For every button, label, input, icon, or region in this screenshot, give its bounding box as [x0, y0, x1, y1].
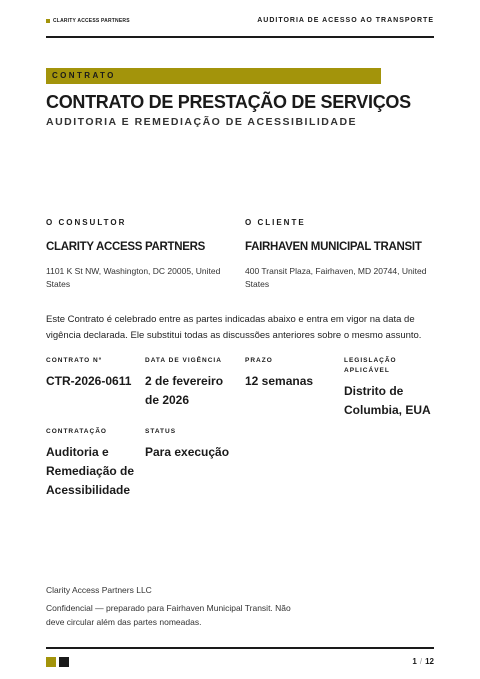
engagement-field	[46, 427, 138, 500]
status-field	[145, 427, 237, 462]
client-address: 400 Transit Plaza, Fairhaven, MD 20744, United States	[245, 266, 427, 289]
contract-number-field	[46, 356, 138, 391]
brand-name: CLARITY ACCESS PARTNERS	[53, 18, 130, 24]
brand-logo-icon	[46, 19, 50, 23]
document-header-label: AUDITORIA DE ACESSO AO TRANSPORTE	[257, 17, 434, 24]
olive-square-icon	[46, 657, 56, 667]
consultant-address: 1101 K St NW, Washington, DC 20005, United States	[46, 266, 221, 289]
consultant-role: O CONSULTOR	[46, 218, 127, 227]
status-label: STATUS	[145, 428, 177, 435]
governing-law-value: Distrito de Columbia, EUA	[344, 384, 431, 417]
document-title: CONTRATO DE PRESTAÇÃO DE SERVIÇOS	[46, 92, 411, 112]
contract-number-label: CONTRATO Nº	[46, 357, 103, 364]
effective-date-label: DATA DE VIGÊNCIA	[145, 357, 222, 364]
engagement-label: CONTRATAÇÃO	[46, 428, 107, 435]
page-separator: /	[419, 657, 423, 666]
intro-paragraph: Este Contrato é celebrado entre as partes indicadas abaixo e entra em vigor na data de vigência declarada. Ele substitui todas as discussões anteriores sobre o mesmo assunto.	[46, 314, 422, 341]
current-page: 1	[412, 657, 417, 666]
contract-number-value: CTR-2026-0611	[46, 374, 132, 388]
client-role: O CLIENTE	[245, 218, 306, 227]
document-subtitle: AUDITORIA E REMEDIAÇÃO DE ACESSIBILIDADE	[46, 116, 358, 128]
term-label: PRAZO	[245, 357, 273, 364]
consultant-party	[46, 218, 236, 291]
status-value: Para execução	[145, 445, 230, 459]
term-value: 12 semanas	[245, 374, 314, 388]
effective-date-value: 2 de fevereiro de 2026	[145, 374, 224, 407]
governing-law-label: LEGISLAÇÃO APLICÁVEL	[344, 357, 397, 374]
term-field	[245, 356, 337, 391]
footer-divider	[46, 647, 434, 649]
client-party	[245, 218, 435, 291]
section-banner-label: CONTRATO	[52, 71, 116, 80]
page-header	[46, 14, 434, 38]
section-banner	[46, 68, 381, 84]
brand	[46, 18, 130, 24]
governing-law-field	[344, 356, 436, 420]
client-name: FAIRHAVEN MUNICIPAL TRANSIT	[245, 241, 422, 253]
black-square-icon	[59, 657, 69, 667]
total-pages: 12	[425, 657, 434, 666]
footer-company: Clarity Access Partners LLC	[46, 585, 152, 595]
effective-date-field	[145, 356, 237, 410]
consultant-name: CLARITY ACCESS PARTNERS	[46, 241, 206, 253]
confidentiality-note: Confidencial — preparado para Fairhaven Municipal Transit. Não deve circular além das partes nomeadas.	[46, 603, 291, 627]
page-number	[412, 657, 434, 666]
engagement-value: Auditoria e Remediação de Acessibilidade	[46, 445, 135, 497]
